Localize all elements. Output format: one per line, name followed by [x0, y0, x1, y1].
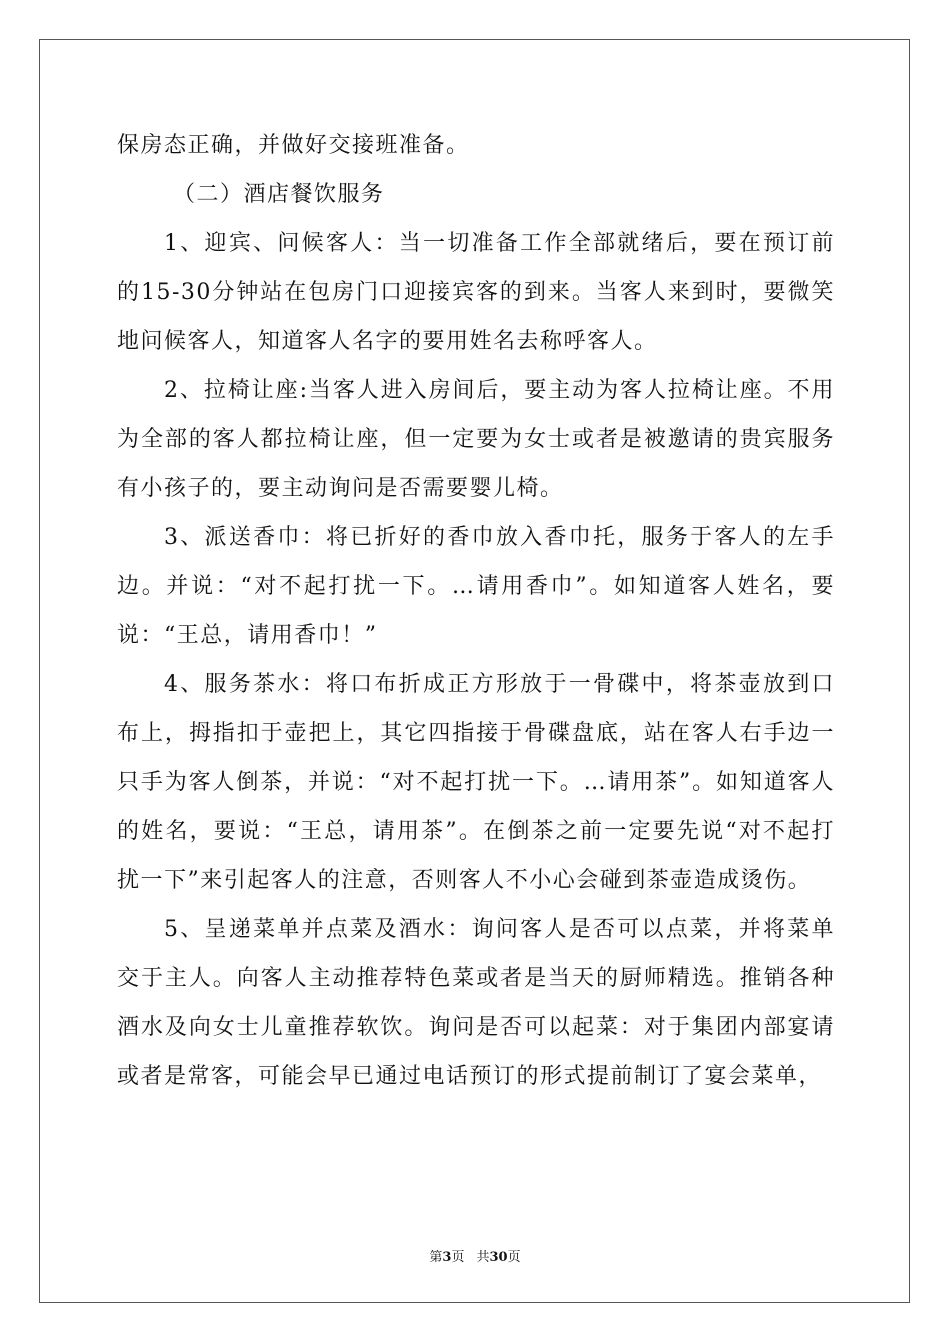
footer-total-pages: 30 — [489, 1250, 508, 1265]
paragraph-menu: 5、呈递菜单并点菜及酒水：询问客人是否可以点菜，并将菜单交于主人。向客人主动推荐特色菜或者是当天的厨师精选。推销各种酒水及向女士儿童推荐软饮。询问是否可以起菜：对于集团内部宴请或者是常客，可能会早已通过电话预订的形式提前制订了宴会菜单， — [117, 917, 835, 1089]
paragraph-seating: 2、拉椅让座:当客人进入房间后，要主动为客人拉椅让座。不用为全部的客人都拉椅让座，但一定要为女士或者是被邀请的贵宾服务有小孩子的，要主动询问是否需要婴儿椅。 — [117, 378, 835, 501]
footer-prefix: 第 — [429, 1250, 443, 1265]
page-footer — [0, 1246, 950, 1265]
paragraph-towel: 3、派送香巾：将已折好的香巾放入香巾托，服务于客人的左手边。并说：“对不起打扰一下。…请用香巾”。如知道客人姓名，要说：“王总，请用香巾！” — [117, 525, 835, 648]
paragraph-greeting: 1、迎宾、问候客人：当一切准备工作全部就绪后，要在预订前的15-30分钟站在包房门口迎接宾客的到来。当客人来到时，要微笑地问候客人，知道客人名字的要用姓名去称呼客人。 — [117, 231, 835, 354]
footer-total-suffix: 页 — [507, 1250, 521, 1265]
footer-total-prefix: 共 — [476, 1250, 490, 1265]
footer-page-suffix: 页 — [451, 1250, 465, 1265]
paragraph-tea: 4、服务茶水：将口布折成正方形放于一骨碟中，将茶壶放到口布上，拇指扣于壶把上，其它四指接于骨碟盘底，站在客人右手边一只手为客人倒茶，并说：“对不起打扰一下。…请用茶”。如知道客人的姓名，要说：“王总，请用茶”。在倒茶之前一定要先说“对不起打扰一下”来引起客人的注意，否则客人不小心会碰到茶壶造成烫伤。 — [117, 672, 835, 893]
document-body — [117, 121, 835, 1101]
footer-page-number: 3 — [442, 1250, 452, 1265]
section-heading: （二）酒店餐饮服务 — [173, 182, 385, 207]
paragraph-continuation: 保房态正确，并做好交接班准备。 — [117, 133, 470, 158]
